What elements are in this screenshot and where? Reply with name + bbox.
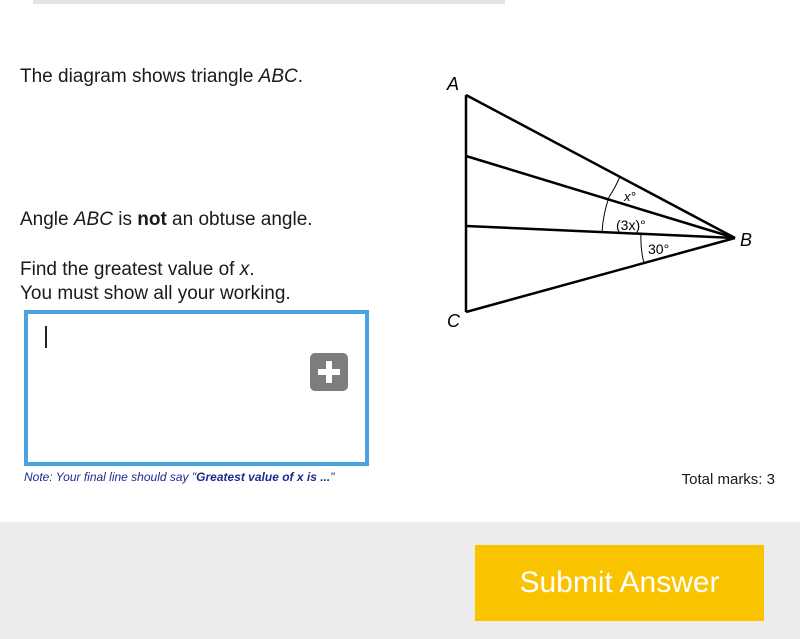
condition-prefix: Angle xyxy=(20,209,74,230)
condition-rest: an obtuse angle. xyxy=(166,209,313,230)
task-prefix: Find the greatest value of xyxy=(20,259,240,280)
side-ab xyxy=(466,95,735,238)
triangle-diagram xyxy=(430,60,780,350)
insert-symbol-button[interactable] xyxy=(310,353,348,391)
intro-suffix: . xyxy=(297,66,304,87)
vertex-label-c: C xyxy=(447,311,460,331)
angle-label-3x: (3x)° xyxy=(616,217,646,233)
angle-label-30: 30° xyxy=(648,241,670,257)
task-variable: x xyxy=(239,259,250,280)
condition-not: not xyxy=(137,209,167,230)
internal-line-lower xyxy=(466,226,735,238)
note-bold: Greatest value of x is ... xyxy=(196,470,331,484)
total-marks: Total marks: 3 xyxy=(681,471,775,488)
text-caret xyxy=(45,326,47,348)
angle-arc-30 xyxy=(641,234,644,263)
note-prefix: Note: Your final line should say " xyxy=(24,470,197,484)
intro-prefix: The diagram shows triangle xyxy=(20,66,259,87)
condition-text xyxy=(20,208,313,231)
vertex-label-b: B xyxy=(740,230,753,250)
vertex-label-a: A xyxy=(447,74,460,94)
angle-label-x: x° xyxy=(624,189,636,204)
condition-is: is xyxy=(112,209,138,230)
instruction-text: You must show all your working. xyxy=(20,283,291,304)
task-suffix: . xyxy=(249,259,255,280)
side-cb xyxy=(466,238,735,312)
intro-triangle-name: ABC xyxy=(258,66,298,87)
answer-input[interactable] xyxy=(24,310,369,466)
answer-note xyxy=(24,470,334,484)
intro-text xyxy=(20,65,303,88)
angle-arc-3x xyxy=(602,197,609,232)
note-suffix: " xyxy=(330,470,335,484)
condition-angle: ABC xyxy=(73,209,113,230)
internal-line-upper xyxy=(466,156,735,238)
submit-answer-button[interactable]: Submit Answer xyxy=(475,545,764,621)
angle-arc-x xyxy=(609,177,620,197)
top-decor-strip xyxy=(33,0,505,4)
footer-bar xyxy=(0,522,800,639)
task-text xyxy=(20,258,254,281)
